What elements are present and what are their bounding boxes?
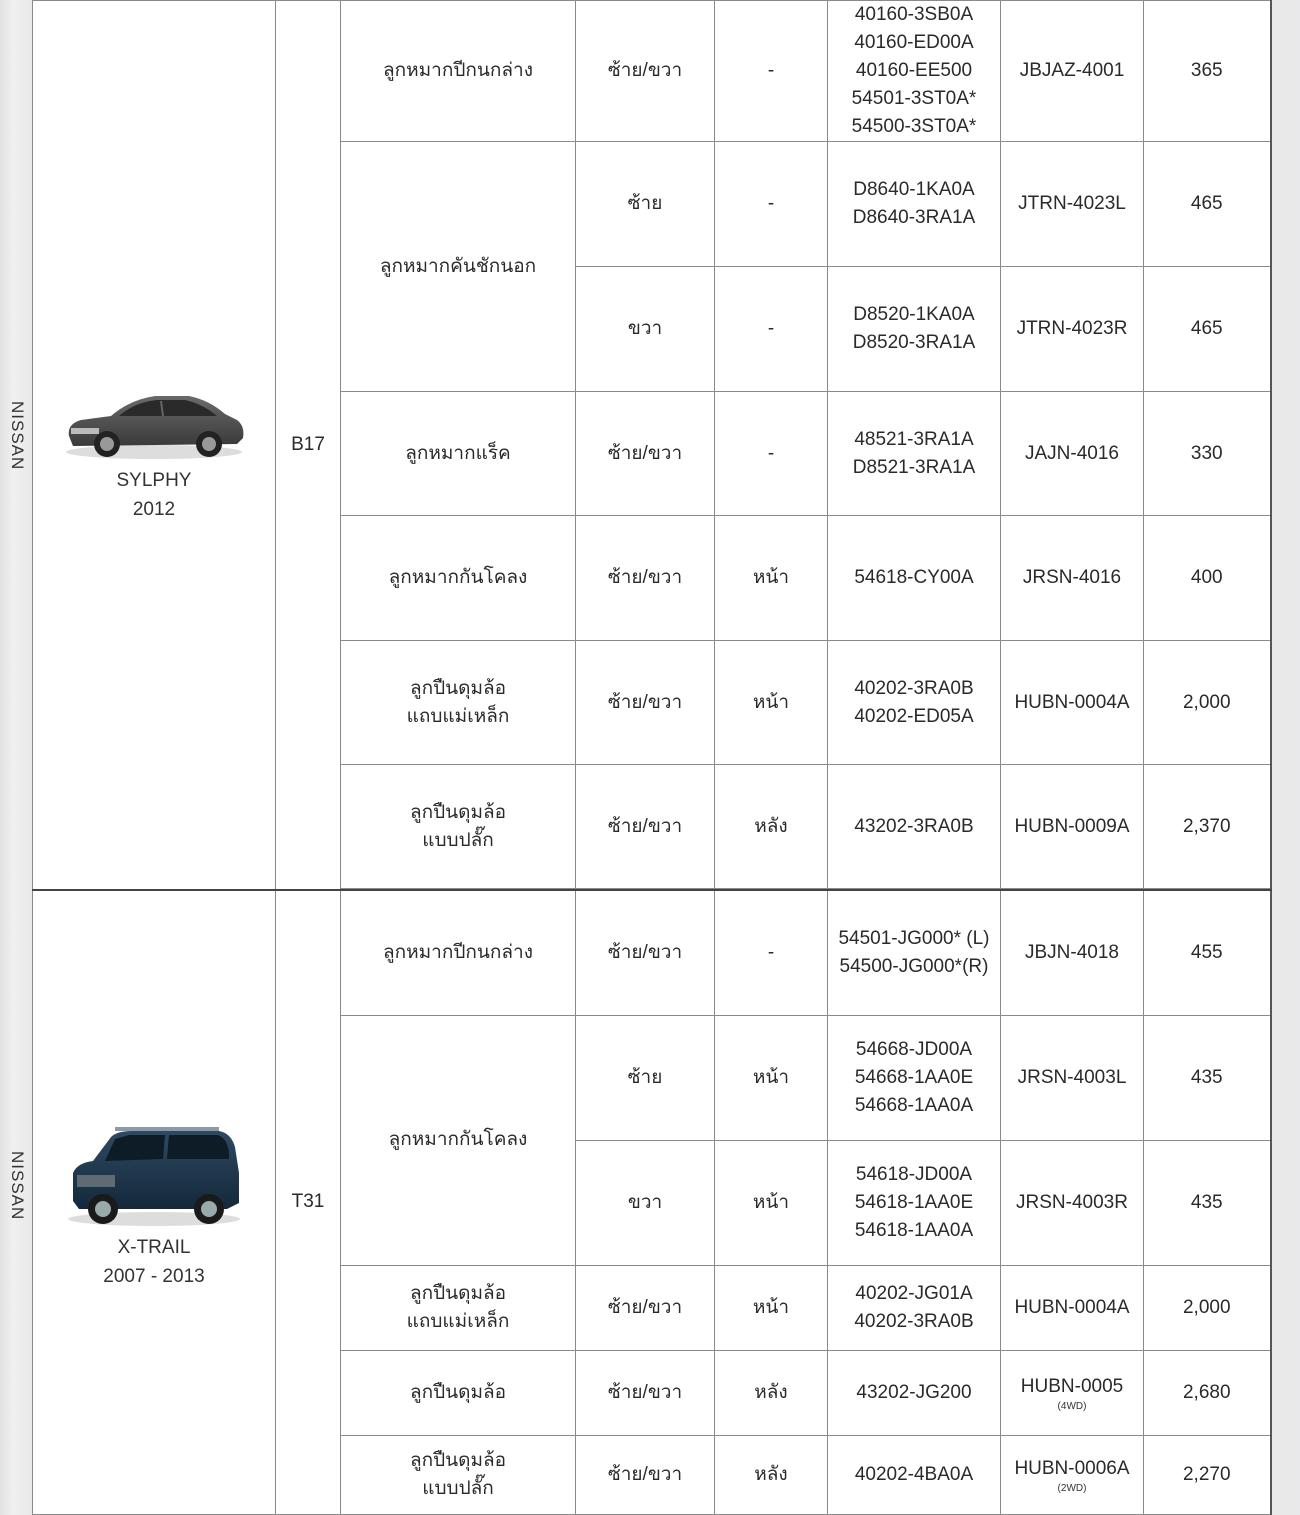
part-name: ลูกหมากกันโคลง [341, 1015, 576, 1265]
car-image-sylphy [59, 366, 249, 466]
oem-numbers: 48521-3RA1A D8521-3RA1A [828, 392, 1001, 516]
position: หน้า [715, 641, 828, 765]
position: หลัง [715, 1350, 828, 1435]
position: หน้า [715, 1265, 828, 1350]
price: 400 [1144, 516, 1271, 641]
position: - [715, 392, 828, 516]
part-code: JAJN-4016 [1001, 392, 1144, 516]
side: ซ้าย [576, 142, 715, 267]
car-name: SYLPHY [116, 470, 192, 491]
position: หน้า [715, 1015, 828, 1140]
part-name: ลูกปืนดุมล้อ แบบปลั๊ก [341, 765, 576, 889]
part-code: JBJAZ-4001 [1001, 1, 1144, 142]
parts-table [32, 0, 1272, 1515]
part-name: ลูกปืนดุมล้อ แบบปลั๊ก [341, 1435, 576, 1514]
price: 2,000 [1144, 641, 1271, 765]
oem-numbers: 54501-JG000* (L) 54500-JG000*(R) [828, 890, 1001, 1015]
car-cell-x-trail [33, 890, 276, 1514]
side: ซ้าย/ขวา [576, 1, 715, 142]
drive-note: (2WD) [1057, 1482, 1087, 1494]
part-code: HUBN-0004A [1001, 641, 1144, 765]
part-name: ลูกปืนดุมล้อ แถบแม่เหล็ก [341, 1265, 576, 1350]
price: 2,680 [1144, 1350, 1271, 1435]
side: ซ้าย/ขวา [576, 641, 715, 765]
table-row [33, 1, 1271, 142]
part-code: HUBN-0009A [1001, 765, 1144, 889]
side: ขวา [576, 1140, 715, 1265]
part-code: HUBN-0005 (4WD) [1001, 1350, 1144, 1435]
oem-numbers: 40202-JG01A 40202-3RA0B [828, 1265, 1001, 1350]
part-name: ลูกหมากกันโคลง [341, 516, 576, 641]
side: ซ้าย/ขวา [576, 1265, 715, 1350]
side: ซ้าย/ขวา [576, 516, 715, 641]
oem-numbers: 43202-3RA0B [828, 765, 1001, 889]
price: 455 [1144, 890, 1271, 1015]
price: 2,270 [1144, 1435, 1271, 1514]
side: ซ้าย [576, 1015, 715, 1140]
part-code: HUBN-0004A [1001, 1265, 1144, 1350]
part-code: JTRN-4023L [1001, 142, 1144, 267]
drive-note: (4WD) [1057, 1400, 1087, 1412]
price: 435 [1144, 1015, 1271, 1140]
part-code: JBJN-4018 [1001, 890, 1144, 1015]
position: - [715, 267, 828, 392]
position: หน้า [715, 516, 828, 641]
part-name: ลูกปืนดุมล้อ แถบแม่เหล็ก [341, 641, 576, 765]
position: หน้า [715, 1140, 828, 1265]
oem-numbers: 54618-JD00A 54618-1AA0E 54618-1AA0A [828, 1140, 1001, 1265]
oem-numbers: 54618-CY00A [828, 516, 1001, 641]
price: 465 [1144, 267, 1271, 392]
car-year: 2012 [132, 499, 176, 520]
part-code: JRSN-4003R [1001, 1140, 1144, 1265]
brand-label-nissan-2: NISSAN [8, 1150, 27, 1221]
side: ซ้าย/ขวา [576, 765, 715, 889]
side: ขวา [576, 267, 715, 392]
part-name: ลูกหมากปีกนกล่าง [341, 890, 576, 1015]
price: 435 [1144, 1140, 1271, 1265]
car-cell-sylphy [33, 1, 276, 891]
position: หลัง [715, 1435, 828, 1514]
part-name: ลูกปืนดุมล้อ [341, 1350, 576, 1435]
oem-numbers: 40202-3RA0B 40202-ED05A [828, 641, 1001, 765]
part-name: ลูกหมากปีกนกล่าง [341, 1, 576, 142]
side: ซ้าย/ขวา [576, 392, 715, 516]
position: หลัง [715, 765, 828, 889]
brand-label-nissan-1: NISSAN [8, 401, 27, 471]
side: ซ้าย/ขวา [576, 890, 715, 1015]
oem-numbers: D8520-1KA0A D8520-3RA1A [828, 267, 1001, 392]
model-code: B17 [276, 1, 341, 891]
car-name: X-TRAIL [117, 1237, 191, 1259]
side: ซ้าย/ขวา [576, 1435, 715, 1514]
price: 330 [1144, 392, 1271, 516]
oem-numbers: D8640-1KA0A D8640-3RA1A [828, 142, 1001, 267]
part-code: JRSN-4016 [1001, 516, 1144, 641]
part-code: HUBN-0006A (2WD) [1001, 1435, 1144, 1514]
price: 365 [1144, 1, 1271, 142]
oem-numbers: 40160-3SB0A 40160-ED00A 40160-EE500 54501-3ST0A* 54500-3ST0A* [828, 1, 1001, 142]
side: ซ้าย/ขวา [576, 1350, 715, 1435]
model-code: T31 [276, 890, 341, 1514]
price: 2,370 [1144, 765, 1271, 889]
oem-numbers: 43202-JG200 [828, 1350, 1001, 1435]
price: 2,000 [1144, 1265, 1271, 1350]
part-code: JRSN-4003L [1001, 1015, 1144, 1140]
position: - [715, 142, 828, 267]
car-year: 2007 - 2013 [103, 1266, 205, 1288]
part-name: ลูกหมากคันชักนอก [341, 142, 576, 392]
table-row [33, 890, 1271, 1015]
position: - [715, 890, 828, 1015]
part-name: ลูกหมากแร็ค [341, 392, 576, 516]
price: 465 [1144, 142, 1271, 267]
part-code: JTRN-4023R [1001, 267, 1144, 392]
oem-numbers: 40202-4BA0A [828, 1435, 1001, 1514]
oem-numbers: 54668-JD00A 54668-1AA0E 54668-1AA0A [828, 1015, 1001, 1140]
car-image-x-trail [59, 1113, 249, 1233]
position: - [715, 1, 828, 142]
